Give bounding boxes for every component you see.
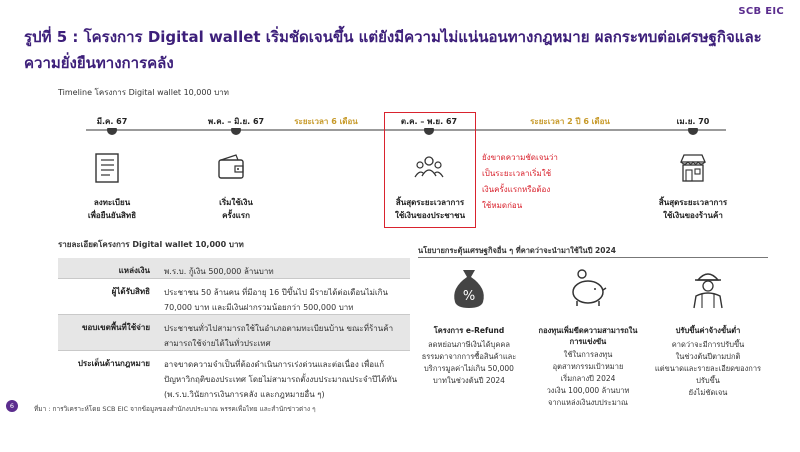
policy-title-1: โครงการ e-Refund (433, 326, 505, 335)
source-note: ที่มา : การวิเคราะห์โดย SCB EIC จากข้อมูลของสำนักงบประมาณ พรรคเพื่อไทย และสำนักข่าวต่าง ๆ (34, 405, 316, 413)
policy-title-3: ปรับขึ้นค่าจ้างขั้นต่ำ (675, 326, 741, 335)
timeline-period-1: ระยะเวลา 6 เดือน (291, 115, 361, 128)
table-row: ผู้ได้รับสิทธิ ประชาชน 50 ล้านคน ที่มีอายุ 16 ปีขึ้นไป มีรายได้ต่อเดือนไม่เกิน 70,000 บาท และมีเงินฝากรวมน้อยกว่า 500,000 บาท (58, 279, 410, 315)
page-number: 6 (6, 400, 18, 412)
timeline-period-2: ระยะเวลา 2 ปี 6 เดือน (527, 115, 613, 128)
policies-divider (418, 257, 768, 258)
timeline-label-1: ลงทะเบียน เพื่อยืนยันสิทธิ (87, 198, 137, 220)
svg-text:%: % (462, 289, 476, 304)
highlight-box (384, 112, 476, 228)
table-row: แหล่งเงิน พ.ร.บ. กู้เงิน 500,000 ล้านบาท (58, 258, 410, 279)
details-title: รายละเอียดโครงการ Digital wallet 10,000 บาท (58, 240, 244, 249)
table-row: ขอบเขตพื้นที่ใช้จ่าย ประชาชนทั่วไปสามารถใช้ในอำเภอตามทะเบียนบ้าน ขณะที่ร้านค้าสามารถใช้จ่ายได้ในทั่วประเทศ (58, 315, 410, 351)
timeline-title: Timeline โครงการ Digital wallet 10,000 บาท (58, 88, 229, 97)
timeline-date-4: เม.ย. 70 (674, 115, 713, 128)
scb-eic-logo: SCB EIC (738, 6, 784, 17)
timeline-date-1: มี.ค. 67 (94, 115, 131, 128)
timeline-label-4: สิ้นสุดระยะเวลาการ ใช้เงินของร้านค้า (658, 198, 728, 220)
timeline-date-3: ต.ค. – พ.ย. 67 (398, 115, 460, 128)
policy-title-2: กองทุนเพิ่มขีดความสามารถในการแข่งขัน (538, 326, 638, 346)
policy-body-3: คาดว่าจะมีการปรับขึ้น ในช่วงต้นปีตามปกติ แต่ขนาดและรายละเอียดของการปรับขึ้น ยังไม่ชัดเจน (654, 340, 762, 397)
warning-note: ยังขาดความชัดเจนว่า เป็นระยะเวลาเริ่มใช้ เงินครั้งแรกหรือต้อง ใช้หมดก่อน (482, 153, 558, 210)
money-bag-percent-icon (449, 266, 489, 310)
details-table (58, 258, 410, 403)
document-list-icon (92, 152, 122, 184)
wallet-icon (216, 152, 246, 184)
storefront-icon (678, 152, 708, 184)
timeline-label-3: สิ้นสุดระยะเวลาการ ใช้เงินของประชาชน (394, 198, 466, 220)
policies-title: นโยบายกระตุ้นเศรษฐกิจอื่น ๆ ที่คาดว่าจะนำมาใช้ในปี 2024 (418, 246, 616, 255)
timeline-date-2: พ.ค. – มิ.ย. 67 (205, 115, 267, 128)
policy-body-1: ลดหย่อนภาษีเงินได้บุคคล ธรรมดาจากการซื้อสินค้าและ บริการมูลค่าไม่เกิน 50,000 บาทในช่วงต้นปี 2024 (421, 340, 517, 385)
piggy-bank-icon (568, 266, 608, 310)
policy-body-2: ใช้ในการลงทุน อุตสาหกรรมเป้าหมาย เริ่มกลางปี 2024 วงเงิน 100,000 ล้านบาท จากแหล่งเงินงบประมาณ (546, 350, 630, 407)
table-row: ประเด็นด้านกฎหมาย อาจขาดความจำเป็นที่ต้องดำเนินการเร่งด่วนและต่อเนื่อง เพื่อแก้ปัญหาวิกฤติของประเทศ โดยไม่สามารถตั้งงบประมาณประจำปีได้ทัน (พ.ร.บ.วินัยการเงินการคลัง และกฎหมายอื่น ๆ) (77, 359, 398, 399)
page-title: รูปที่ 5 : โครงการ Digital wallet เริ่มชัดเจนขึ้น แต่ยังมีความไม่แน่นอนทางกฎหมาย ผลกระทบต่อเศรษฐกิจและความยั่งยืนทางการคลัง (24, 28, 762, 72)
worker-icon (688, 266, 728, 310)
timeline-label-2: เริ่มใช้เงิน ครั้งแรก (219, 198, 253, 220)
